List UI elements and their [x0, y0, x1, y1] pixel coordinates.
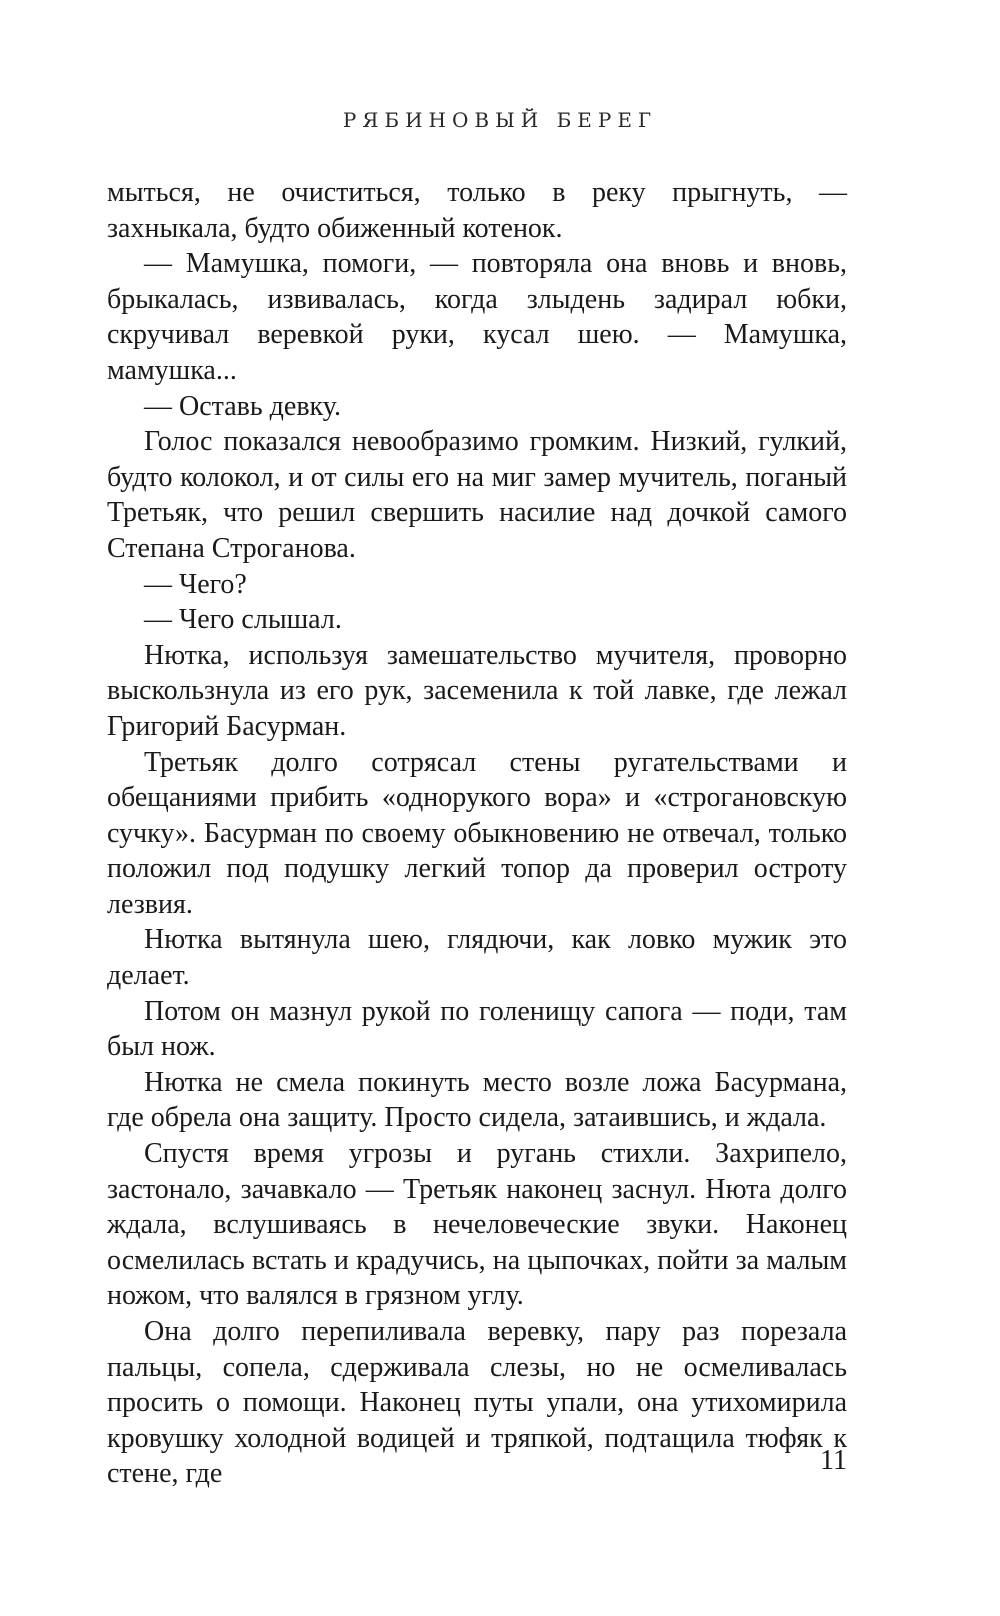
paragraph-2: — Мамушка, помоги, — повторяла она вновь и вновь, брыкалась, извивалась, когда злыдень задирал юбки, скручивал веревкой руки, кусал шею. — Мамушка, мамушка...: [107, 248, 847, 386]
paragraph-9: Нютка вытянула шею, глядючи, как ловко мужик это делает.: [107, 924, 847, 992]
paragraph-1: мыться, не очиститься, только в реку прыгнуть, — захныкала, будто обиженный котенок.: [107, 177, 847, 244]
paragraph-7: Нютка, используя замешательство мучителя, проворно выскользнула из его рук, засеменила к той лавке, где лежал Григорий Басурман.: [107, 639, 847, 742]
page-number: 11: [820, 1445, 847, 1476]
paragraph-13: Она долго перепиливала веревку, пару раз порезала пальцы, сопела, сдерживала слезы, но не осмеливалась просить о помощи. Наконец путы упали, она утихомирила кровушку холодной водицей и тряпкой, подтащила тюфяк к стене, где: [107, 1316, 847, 1490]
paragraph-3: — Оставь девку.: [144, 390, 341, 422]
paragraph-6: — Чего слышал.: [144, 604, 342, 636]
paragraph-5: — Чего?: [144, 568, 247, 600]
paragraph-8: Третьяк долго сотрясал стены ругательствами и обещаниями прибить «однорукого вора» и «строгановскую сучку». Басурман по своему обыкновению не отвечал, только положил под подушку легкий топор да проверил остроту лезвия.: [107, 746, 847, 920]
running-head: РЯБИНОВЫЙ БЕРЕГ: [342, 108, 658, 132]
body-text: [107, 175, 847, 1492]
paragraph-4: Голос показался невообразимо громким. Низкий, гулкий, будто колокол, и от силы его на миг замер мучитель, поганый Третьяк, что решил свершить насилие над дочкой самого Степана Строганова.: [107, 426, 847, 564]
paragraph-10: Потом он мазнул рукой по голенищу сапога — поди, там был нож.: [107, 995, 847, 1063]
paragraph-11: Нютка не смела покинуть место возле ложа Басурмана, где обрела она защиту. Просто сидела, затаившись, и ждала.: [107, 1066, 847, 1134]
paragraph-12: Спустя время угрозы и ругань стихли. Захрипело, застонало, зачавкало — Третьяк наконец заснул. Нюта долго ждала, вслушиваясь в нечеловеческие звуки. Наконец осмелилась встать и крадучись, на цыпочках, пойти за малым ножом, что валялся в грязном углу.: [107, 1138, 847, 1312]
